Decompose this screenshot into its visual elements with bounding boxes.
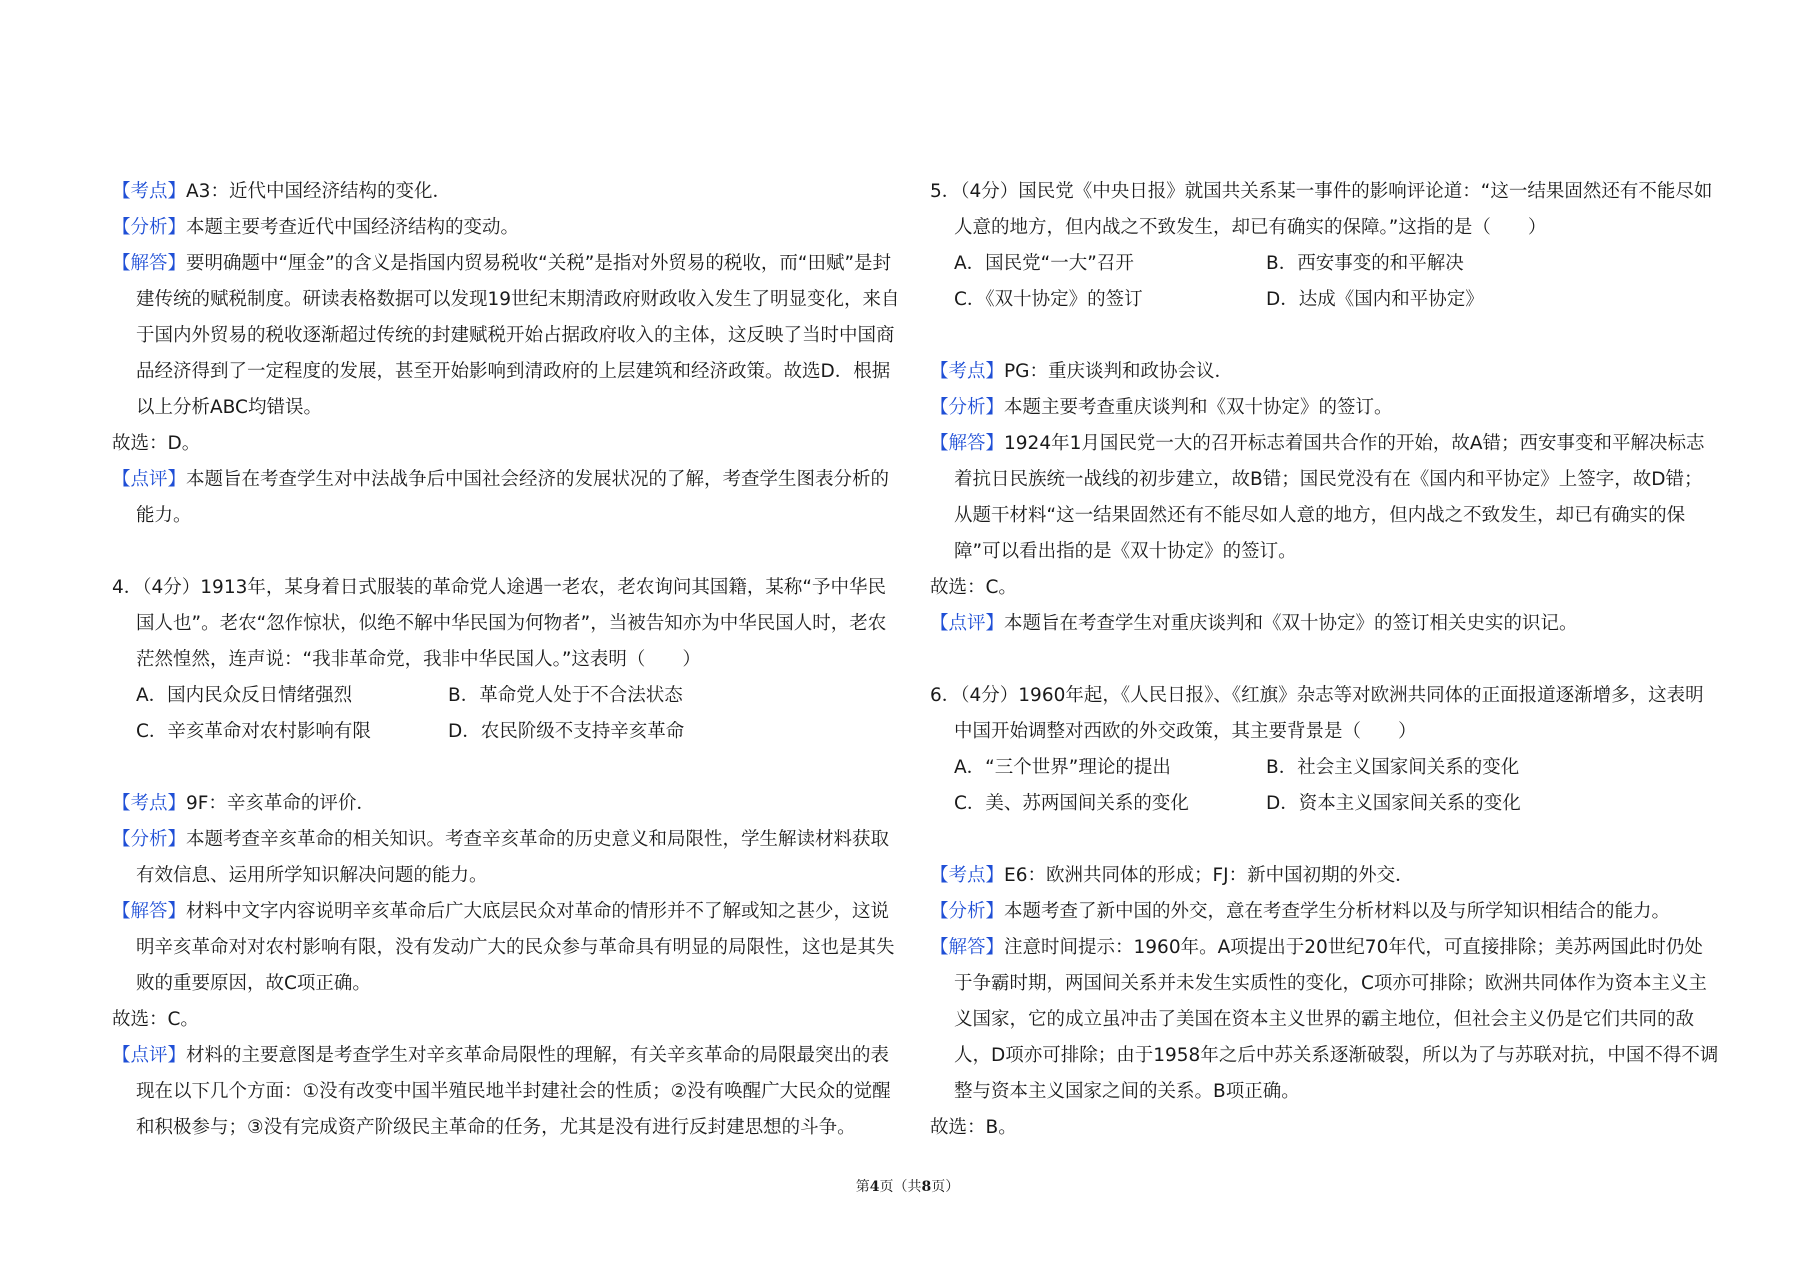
q5-option-a: A．国民党“一大”召开 bbox=[954, 253, 1134, 274]
q6-stem: 6．（4分）1960年起，《人民日报》、《红旗》杂志等对欧洲共同体的正面报道逐渐增多，这表明中国开始调整对西欧的外交政策，其主要背景是（ ） bbox=[930, 685, 1704, 742]
page-number: 4 bbox=[869, 1179, 880, 1195]
q4-kaodian: 【考点】9F：辛亥革命的评价． bbox=[112, 793, 375, 814]
label-jieda: 【解答】 bbox=[112, 253, 187, 274]
q5-option-b: B．西安事变的和平解决 bbox=[1266, 253, 1464, 274]
q5-dianping: 【点评】本题旨在考查学生对重庆谈判和《双十协定》的签订相关史实的识记。 bbox=[930, 613, 1578, 634]
right-column bbox=[930, 174, 1720, 1146]
q3-dianping: 【点评】本题旨在考查学生对中法战争后中国社会经济的发展状况的了解，考查学生图表分析的能力。 bbox=[112, 469, 890, 526]
label-kaodian: 【考点】 bbox=[112, 181, 187, 202]
q5-option-c: C．《双十协定》的签订 bbox=[954, 289, 1143, 310]
q5-option-d: D．达成《国内和平协定》 bbox=[1266, 289, 1484, 310]
q4-jieda: 【解答】材料中文字内容说明辛亥革命后广大底层民众对革命的情形并不了解或知之甚少，这说明辛亥革命对对农村影响有限，没有发动广大的民众参与革命具有明显的局限性，这也是其失败的重要原因，故C项正确。 bbox=[112, 901, 895, 994]
page-total: 8 bbox=[921, 1179, 932, 1195]
q6-fenxi: 【分析】本题考查了新中国的外交，意在考查学生分析材料以及与所学知识相结合的能力。 bbox=[930, 901, 1671, 922]
q4-answer: 故选：C。 bbox=[112, 1009, 199, 1030]
q3-jieda: 【解答】要明确题中“厘金”的含义是指国内贸易税收“关税”是指对外贸易的税收，而“田赋”是封建传统的赋税制度。研读表格数据可以发现19世纪末期清政府财政收入发生了明显变化，来自于国内外贸易的税收逐渐超过传统的封建赋税开始占据政府收入的主体，这反映了当时中国商品经济得到了一定程度的发展，甚至开始影响到清政府的上层建筑和经济政策。故选D．根据以上分析ABC均错误。 bbox=[112, 253, 900, 418]
q5-stem: 5．（4分）国民党《中央日报》就国共关系某一事件的影响评论道：“这一结果固然还有不能尽如人意的地方，但内战之不致发生，却已有确实的保障。”这指的是（ ） bbox=[930, 181, 1713, 238]
q5-kaodian: 【考点】PG：重庆谈判和政协会议． bbox=[930, 361, 1234, 382]
q4-option-b: B．革命党人处于不合法状态 bbox=[448, 685, 683, 706]
q3-answer: 故选：D。 bbox=[112, 433, 201, 454]
q6-option-d: D．资本主义国家间关系的变化 bbox=[1266, 793, 1521, 814]
q5-fenxi: 【分析】本题主要考查重庆谈判和《双十协定》的签订。 bbox=[930, 397, 1393, 418]
q4-fenxi: 【分析】本题考查辛亥革命的相关知识。考查辛亥革命的历史意义和局限性，学生解读材料获取有效信息、运用所学知识解决问题的能力。 bbox=[112, 829, 890, 886]
q6-options bbox=[930, 750, 1720, 822]
q6-option-c: C．美、苏两国间关系的变化 bbox=[954, 793, 1189, 814]
q4-stem: 4．（4分）1913年，某身着日式服装的革命党人途遇一老农，老农询问其国籍，某称“予中华民国人也”。老农“忽作惊状，似绝不解中华民国为何物者”，当被告知亦为中华民国人时，老农茫然惶然，连声说：“我非革命党，我非中华民国人。”这表明（ ） bbox=[112, 577, 887, 670]
q6-kaodian: 【考点】E6：欧洲共同体的形成；FJ：新中国初期的外交． bbox=[930, 865, 1414, 886]
left-column bbox=[112, 174, 902, 1146]
q4-dianping: 【点评】材料的主要意图是考查学生对辛亥革命局限性的理解，有关辛亥革命的局限最突出的表现在以下几个方面：①没有改变中国半殖民地半封建社会的性质；②没有唤醒广大民众的觉醒和积极参与；③没有完成资产阶级民主革命的任务，尤其是没有进行反封建思想的斗争。 bbox=[112, 1045, 891, 1138]
q6-option-a: A．“三个世界”理论的提出 bbox=[954, 757, 1171, 778]
q6-option-b: B．社会主义国家间关系的变化 bbox=[1266, 757, 1520, 778]
q4-option-a: A．国内民众反日情绪强烈 bbox=[136, 685, 353, 706]
label-dianping: 【点评】 bbox=[112, 469, 187, 490]
q5-answer: 故选：C。 bbox=[930, 577, 1017, 598]
q4-option-c: C．辛亥革命对农村影响有限 bbox=[136, 721, 371, 742]
q6-jieda: 【解答】注意时间提示：1960年。A项提出于20世纪70年代，可直接排除；美苏两国此时仍处于争霸时期，两国间关系并未发生实质性的变化，C项亦可排除；欧洲共同体作为资本主义主义国家，它的成立虽冲击了美国在资本主义世界的霸主地位，但社会主义仍是它们共同的敌人，D项亦可排除；由于1958年之后中苏关系逐渐破裂，所以为了与苏联对抗，中国不得不调整与资本主义国家之间的关系。B项正确。 bbox=[930, 937, 1719, 1102]
q3-kaodian: 【考点】A3：近代中国经济结构的变化． bbox=[112, 181, 451, 202]
q4-options bbox=[112, 678, 902, 750]
q5-jieda: 【解答】1924年1月国民党一大的召开标志着国共合作的开始，故A错；西安事变和平解决标志着抗日民族统一战线的初步建立，故B错；国民党没有在《国内和平协定》上签字，故D错；从题干材料“这一结果固然还有不能尽如人意的地方，但内战之不致发生，却已有确实的保障”可以看出指的是《双十协定》的签订。 bbox=[930, 433, 1705, 562]
q3-fenxi: 【分析】本题主要考查近代中国经济结构的变动。 bbox=[112, 217, 520, 238]
label-fenxi: 【分析】 bbox=[112, 217, 187, 238]
q6-answer: 故选：B。 bbox=[930, 1117, 1017, 1138]
page-footer: 第4页（共8页） bbox=[855, 1179, 960, 1195]
q4-option-d: D．农民阶级不支持辛亥革命 bbox=[448, 721, 685, 742]
q5-options bbox=[930, 246, 1720, 318]
